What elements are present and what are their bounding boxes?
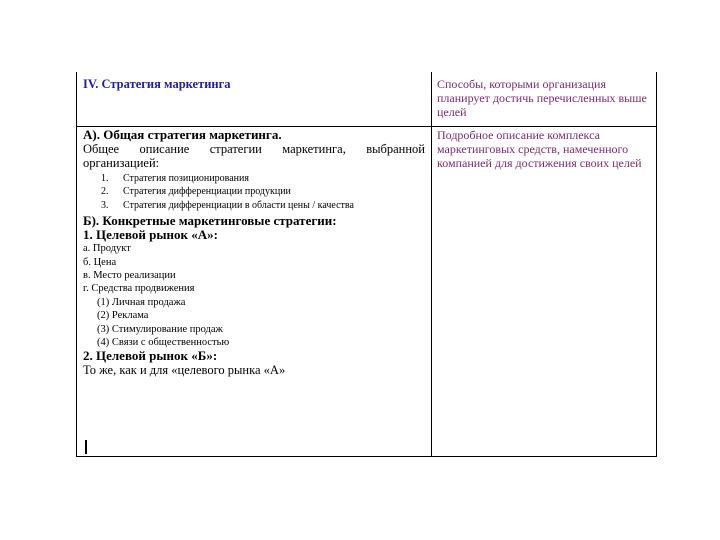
list-item: (2) Реклама [97, 310, 149, 322]
body-right-text: Подробное описание комплекса маркетинговых средств, намеченного компанией для достижения своих целей [437, 128, 642, 170]
list-item: б. Цена [83, 256, 117, 268]
list-item: 1. Стратегия позиционирования [101, 173, 249, 184]
section-a-title: А). Общая стратегия маркетинга. [83, 128, 282, 142]
list-item: (1) Личная продажа [97, 296, 186, 308]
column-divider [431, 72, 432, 456]
strategy-table [76, 72, 657, 457]
list-item: 2. Стратегия дифференциации продукции [101, 186, 291, 198]
header-right-text: Способы, которыми организация планирует достичь перечисленных выше целей [437, 77, 647, 119]
list-item: (4) Связи с общественностью [97, 337, 230, 349]
header-right-cell [437, 77, 649, 121]
list-item: 3. Стратегия дифференциации в области цены / качества [101, 199, 354, 211]
body-right-cell [437, 128, 649, 190]
list-item: в. Место реализации [83, 270, 176, 282]
section-title: IV. Стратегия маркетинга [83, 77, 231, 91]
list-item: а. Продукт [83, 243, 131, 255]
list-item: г. Средства продвижения [83, 283, 195, 295]
target-b-title: 2. Целевой рынок «Б»: [83, 348, 218, 364]
body-left-cell [83, 128, 425, 377]
header-left-cell [83, 77, 423, 91]
target-a-title: 1. Целевой рынок «А»: [83, 227, 218, 243]
target-b-text: То же, как и для «целевого рынка «А» [83, 363, 286, 378]
text-cursor[interactable] [85, 440, 87, 454]
section-a-description: Общее описание стратегии маркетинга, выбранной организацией: [83, 142, 425, 170]
section-b-title: Б). Конкретные маркетинговые стратегии: [83, 213, 337, 229]
header-divider [77, 126, 656, 127]
strategy-list [83, 172, 425, 212]
list-item: (3) Стимулирование продаж [97, 323, 223, 335]
